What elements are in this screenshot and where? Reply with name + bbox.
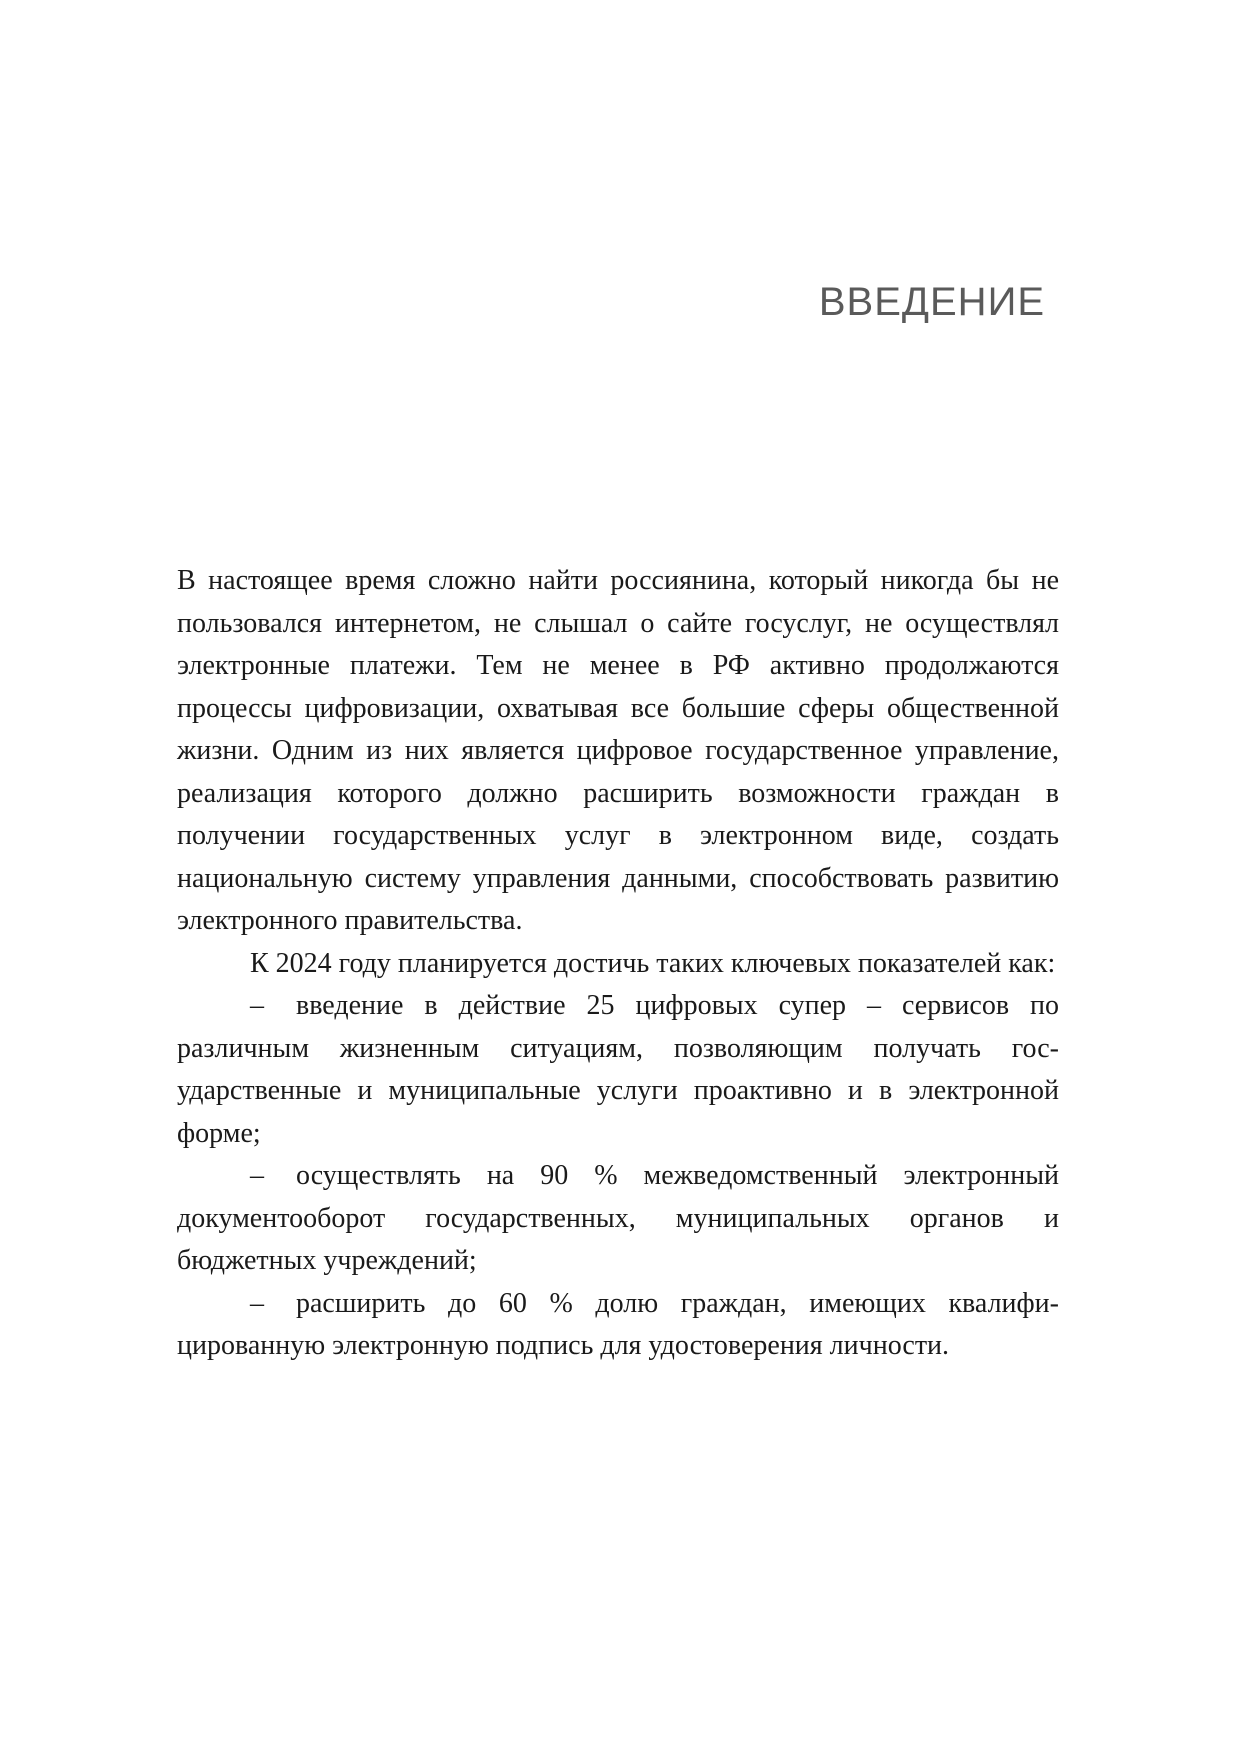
list-item bbox=[177, 1283, 1059, 1368]
list-item-text: введение в действие 25 цифровых супер – сервисов по различным жизненным ситуациям, позволяющим получать государственные и муниципальные услуги проактивно и в электронной форме; bbox=[177, 990, 1059, 1149]
list-dash: – bbox=[250, 1160, 264, 1191]
intro-paragraph: В настоящее время сложно найти россиянина, который никогда бы не пользовался интернетом, не слышал о сайте госуслуг, не осуществлял электронные платежи. Тем не менее в РФ активно продолжаются процессы цифровизации, охватывая все большие сферы общественной жизни. Одним из них является цифровое государственное управление, реализация которого должно расширить возможности граждан в получении государственных услуг в электронном виде, создать национальную систему управления данными, способствовать развитию электронного правительства. bbox=[177, 565, 1059, 936]
chapter-body bbox=[177, 560, 1059, 1368]
list-dash: – bbox=[250, 990, 264, 1021]
list-item bbox=[177, 1155, 1059, 1283]
goals-intro-paragraph: К 2024 году планируется достичь таких ключевых показателей как: bbox=[250, 947, 1056, 979]
list-item bbox=[177, 985, 1059, 1155]
list-item-text: осуществлять на 90 % межведомственный электронный документооборот государственных, муниципальных органов и бюджетных учреждений; bbox=[177, 1160, 1059, 1276]
chapter-title: ВВЕДЕНИЕ bbox=[818, 280, 1045, 324]
list-dash: – bbox=[250, 1287, 264, 1319]
list-item-text: расширить до 60 % долю граждан, имеющих квалифицированную электронную подпись для удостоверения личности. bbox=[177, 1287, 1059, 1361]
